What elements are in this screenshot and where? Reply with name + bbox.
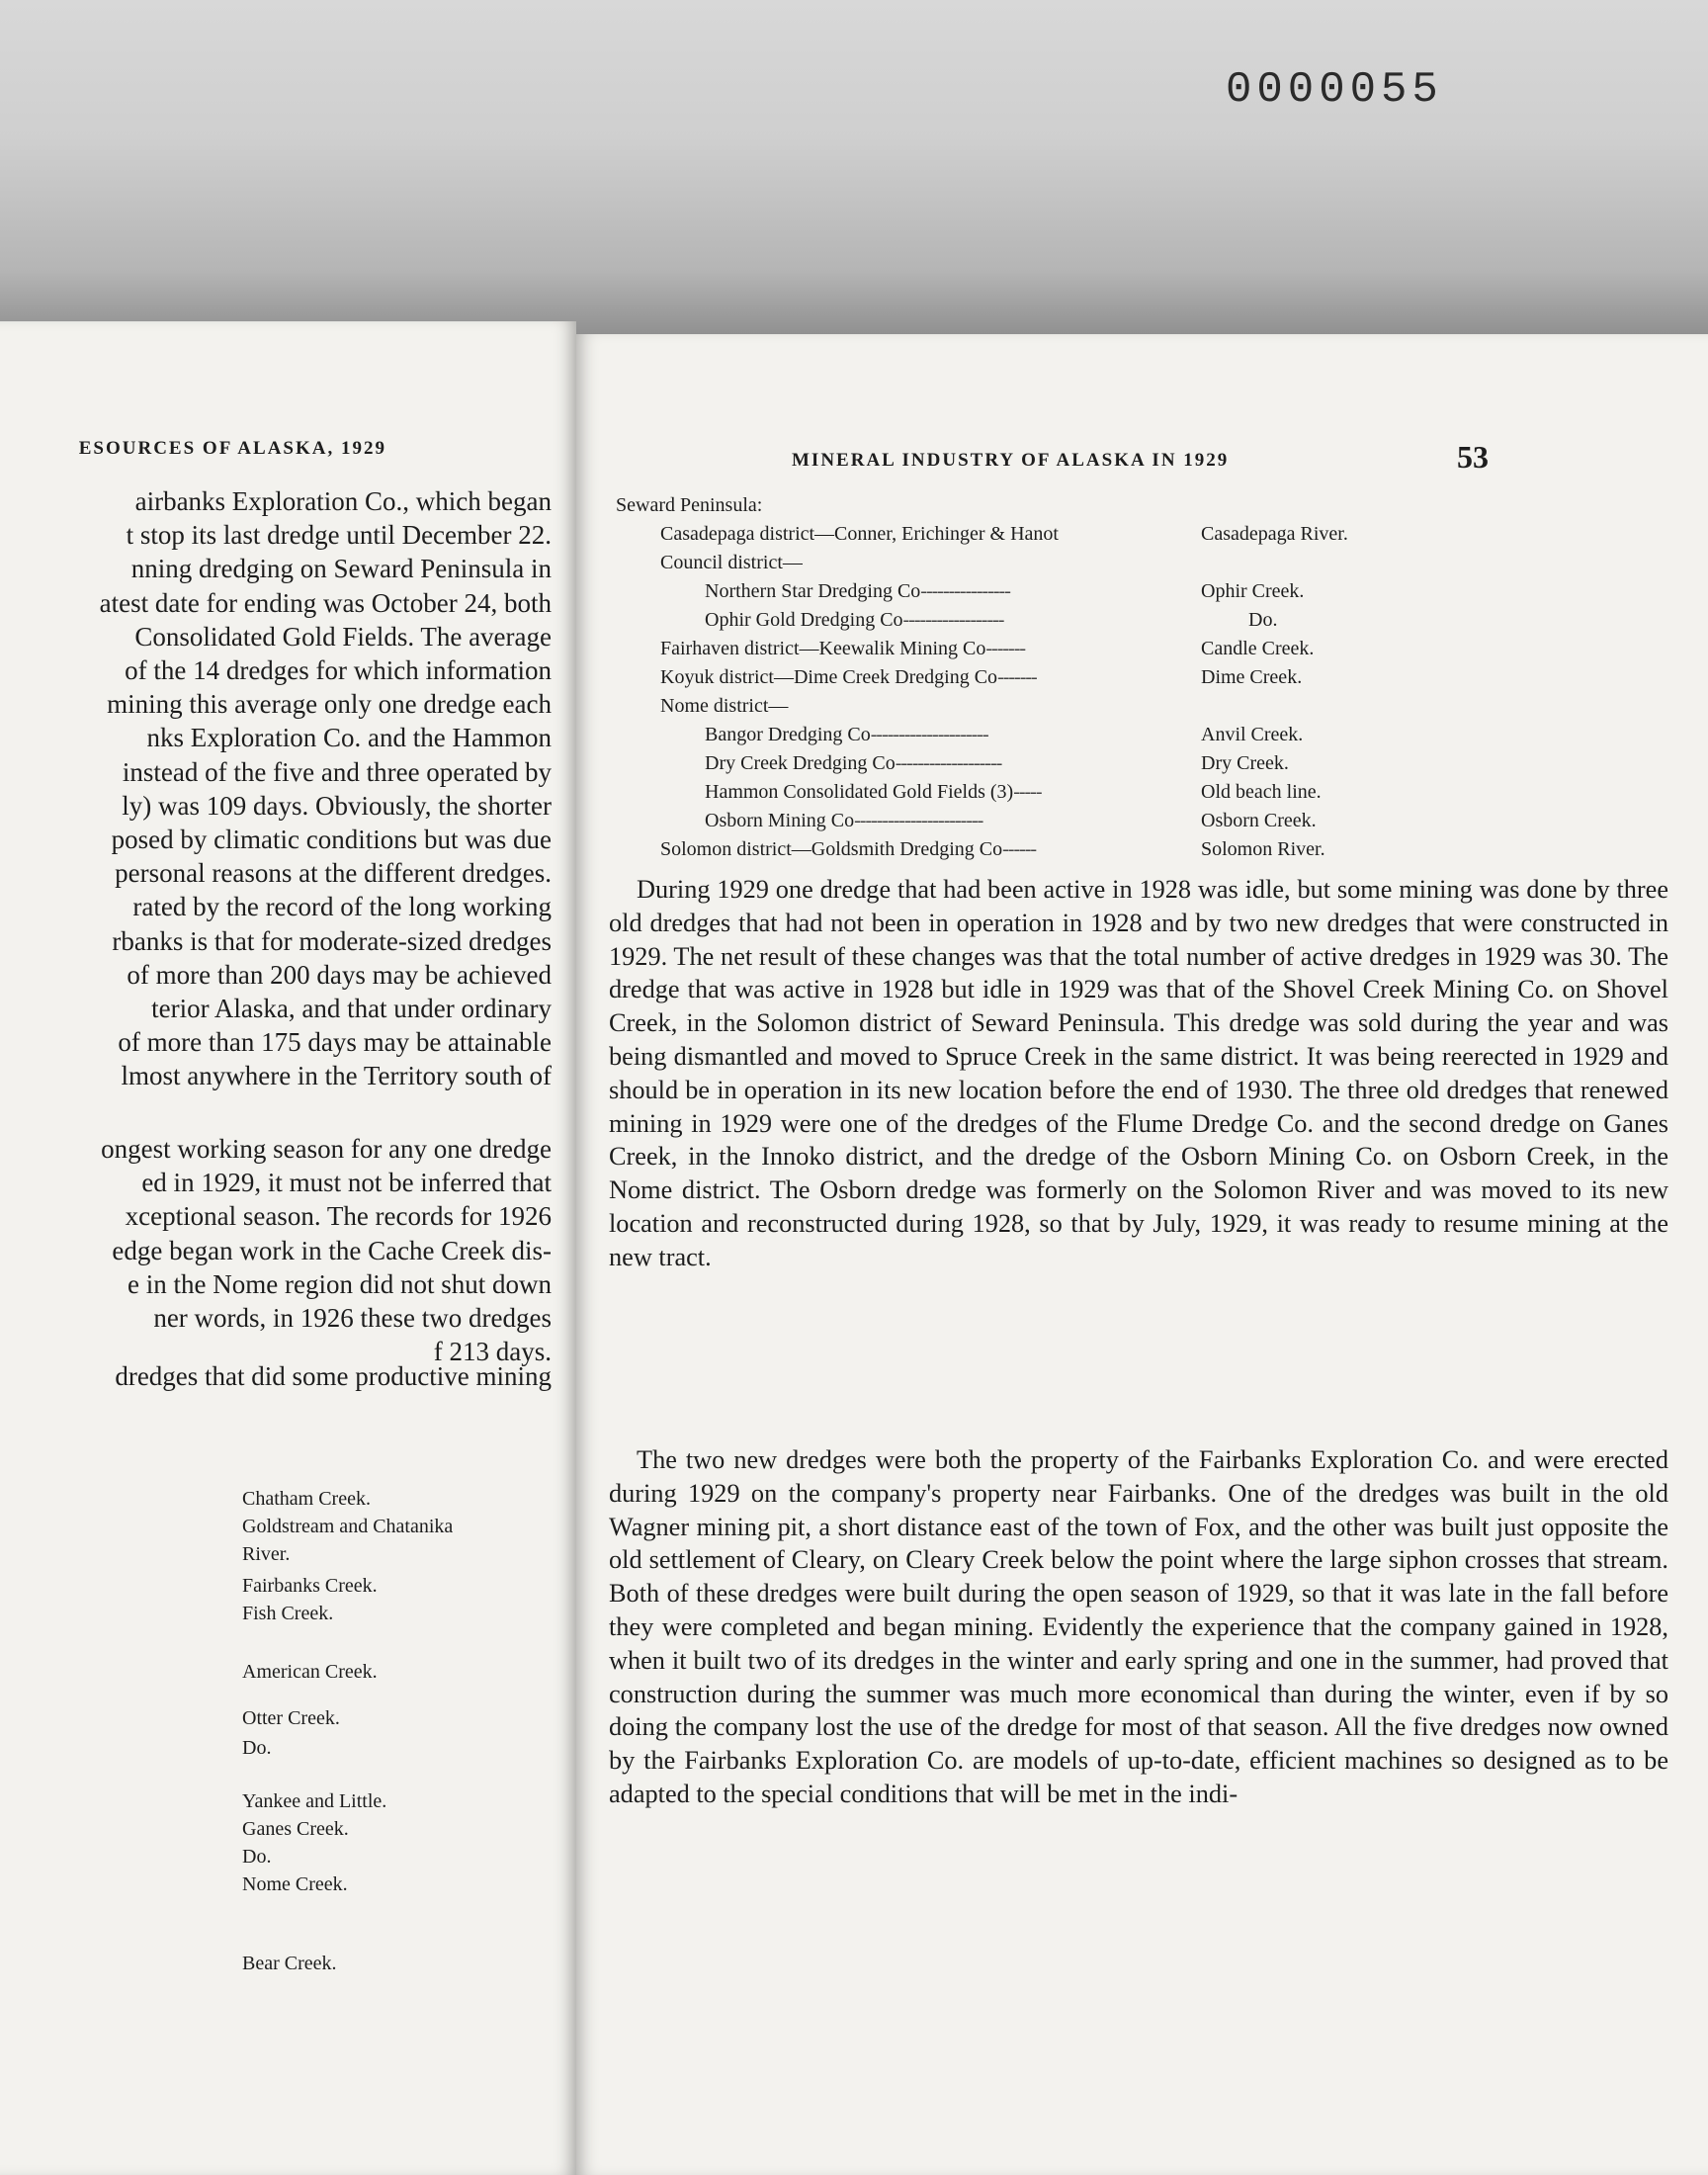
dredge-operator [660,638,1025,660]
dredge-location: Ganes Creek. [242,1818,349,1840]
dredge-operator-name: Hammon Consolidated Gold Fields (3) [705,781,1014,803]
dredge-operator-name: Solomon district—Goldsmith Dredging Co [660,838,1003,860]
text-line: mining this average only one dredge each [107,689,552,720]
dot-leader: ----------------------- [854,810,983,831]
dredge-location: Solomon River. [1201,838,1325,860]
dredge-operator-name: Osborn Mining Co [705,810,855,831]
dredge-location: Do. [1248,609,1278,631]
dredge-operator-name: Bangor Dredging Co [705,724,871,745]
text-line: of more than 200 days may be achieved [127,959,552,990]
right-running-header: MINERAL INDUSTRY OF ALASKA IN 1929 [792,450,1230,471]
text-line: edge began work in the Cache Creek dis- [112,1235,552,1265]
table-row [616,752,1644,781]
dot-leader: ------ [1002,838,1037,860]
dot-leader: ---------------- [920,580,1010,602]
text-line: Consolidated Gold Fields. The average [134,621,552,652]
dredge-operator [705,609,1003,632]
dredge-location: Candle Creek. [1201,638,1315,659]
dredge-location: Yankee and Little. [242,1790,387,1812]
table-row [616,810,1644,838]
text-line: atest date for ending was October 24, both [99,587,552,618]
text-line: posed by climatic conditions but was due [111,825,552,855]
dredge-location: Dime Creek. [1201,666,1303,688]
text-line: ed in 1929, it must not be inferred that [141,1168,552,1198]
right-page [576,334,1708,2175]
dredge-operator [705,752,1001,775]
left-paragraph-2 [0,1132,552,1368]
dot-leader: ------------------ [902,609,1004,631]
dredge-operator [705,781,1042,804]
text-line: f 213 days. [433,1337,552,1367]
dredge-location: Casadepaga River. [1201,523,1348,545]
dredge-operator [660,523,1059,546]
seward-dredge-table [616,494,1644,867]
dredge-operator [660,666,1037,689]
dredge-location: American Creek. [242,1661,378,1683]
dredge-operator [705,810,982,832]
left-page [0,321,576,2175]
document-stamp-number: 0000055 [1226,65,1443,115]
text-line: ner words, in 1926 these two dredges [153,1303,552,1334]
dredge-operator-name: Casadepaga district—Conner, Erichinger & Hanot [660,523,1059,545]
dot-leader: --------------------- [870,724,988,745]
dredge-operator-name: Northern Star Dredging Co [705,580,921,602]
dredge-operator-name: Nome district— [660,695,789,717]
table-row [616,781,1644,810]
dot-leader: ------------------- [895,752,1002,774]
dredge-location: Chatham Creek. [242,1488,371,1510]
body-paragraph-2: The two new dredges were both the property of the Fairbanks Exploration Co. and were erected during 1929 on the company's property near Fairbanks. One of the dredges was built in the old Wagner mining pit, a short distance east of the town of Fox, and the other was built just opposite the old settlement of Cleary, on Cleary Creek below the point where the large siphon crosses that stream. Both of these dredges were built during the open season of 1929, so that it was late in the fall before they were completed and began mining. Evidently the experience that the company gained in 1928, when it built two of its dredges in the winter and early spring and one in the summer, had proved that construction during the summer was much more economical than during the winter, even if by so doing the company lost the use of the dredge for most of that season. All the five dredges now owned by the Fairbanks Exploration Co. are models of up-to-date, efficient machines so designed as to be adapted to the special conditions that will be met in the indi- [609,1445,1668,1808]
text-line: dredges that did some productive mining [115,1361,552,1391]
dredge-operator-name: Seward Peninsula: [616,494,763,516]
text-line: lmost anywhere in the Territory south of [121,1061,552,1091]
dredge-location: Otter Creek. [242,1707,340,1729]
text-line: rated by the record of the long working [132,892,552,922]
dredge-location: Old beach line. [1201,781,1322,803]
dredge-location: Do. [242,1846,272,1868]
dredge-location: Osborn Creek. [1201,810,1317,831]
text-line: ongest working season for any one dredge [101,1134,552,1164]
text-line: airbanks Exploration Co., which began [134,486,552,516]
scanner-background [0,0,1708,346]
text-line: of the 14 dredges for which information [125,655,552,686]
dredge-location: Nome Creek. [242,1873,348,1895]
dredge-operator [616,494,762,517]
dredge-operator [660,695,788,718]
table-row [616,580,1644,609]
dredge-operator-name: Council district— [660,552,803,573]
text-line: e in the Nome region did not shut down [128,1268,552,1299]
dredge-location: Fish Creek. [242,1603,334,1624]
left-paragraph-3 [0,1359,552,1393]
dredge-location: Goldstream and Chatanika [242,1516,454,1537]
dredge-operator [705,580,1010,603]
dredge-location: Ophir Creek. [1201,580,1305,602]
dredge-location: Bear Creek. [242,1953,337,1974]
text-line: rbanks is that for moderate-sized dredges [112,925,552,956]
text-line: personal reasons at the different dredges. [115,858,552,889]
text-line: xceptional season. The records for 1926 [125,1201,552,1232]
dredge-operator-name: Dry Creek Dredging Co [705,752,896,774]
dot-leader: ------- [997,666,1037,688]
dredge-location: Fairbanks Creek. [242,1575,378,1597]
table-row [616,523,1644,552]
page-number: 53 [1457,439,1489,475]
text-line: of more than 175 days may be attainable [118,1027,552,1058]
table-row [616,552,1644,580]
table-row [616,724,1644,752]
dredge-location: Anvil Creek. [1201,724,1304,745]
text-line: nks Exploration Co. and the Hammon [146,723,552,753]
left-running-header: ESOURCES OF ALASKA, 1929 [78,438,386,459]
dredge-location: River. [242,1543,291,1565]
table-row [616,695,1644,724]
dredge-operator [705,724,988,746]
dredge-operator-name: Koyuk district—Dime Creek Dredging Co [660,666,998,688]
text-line: nning dredging on Seward Peninsula in [130,554,552,584]
table-row [616,494,1644,523]
dot-leader: ------- [985,638,1026,659]
table-row [616,609,1644,638]
table-row [616,838,1644,867]
dot-leader: ----- [1013,781,1042,803]
dredge-operator [660,552,803,574]
dredge-operator [660,838,1036,861]
dredge-operator-name: Ophir Gold Dredging Co [705,609,903,631]
dredge-location: Dry Creek. [1201,752,1289,774]
body-paragraph-1: During 1929 one dredge that had been active in 1928 was idle, but some mining was done by three old dredges that had not been in operation in 1928 and by two new dredges that were constructed in 1929. The net result of these changes was that the total number of active dredges in 1929 was 30. The dredge that was active in 1928 but idle in 1929 was that of the Shovel Creek Mining Co. on Shovel Creek, in the Solomon district of Seward Peninsula. This dredge was sold during the year and was being dismantled and moved to Spruce Creek in the same district. It was being reerected in 1929 and should be in operation in its new location before the end of 1930. The three old dredges that renewed mining in 1929 were one of the dredges of the Flume Dredge Co. and the second dredge on Ganes Creek, in the Innoko district, and the dredge of the Osborn Mining Co. on Osborn Creek, in the Nome district. The Osborn dredge was formerly on the Solomon River and was moved to its new location and reconstructed during 1928, so that by July, 1929, it was ready to resume mining at the new tract. [609,875,1668,1271]
text-line: terior Alaska, and that under ordinary [151,994,552,1024]
text-line: t stop its last dredge until December 22. [126,520,552,551]
table-row [616,666,1644,695]
text-line: ly) was 109 days. Obviously, the shorter [122,790,552,821]
dredge-operator-name: Fairhaven district—Keewalik Mining Co [660,638,986,659]
dredge-location: Do. [242,1737,272,1759]
text-line: instead of the five and three operated by [122,756,552,787]
left-paragraph-1 [0,484,552,1093]
table-row [616,638,1644,666]
